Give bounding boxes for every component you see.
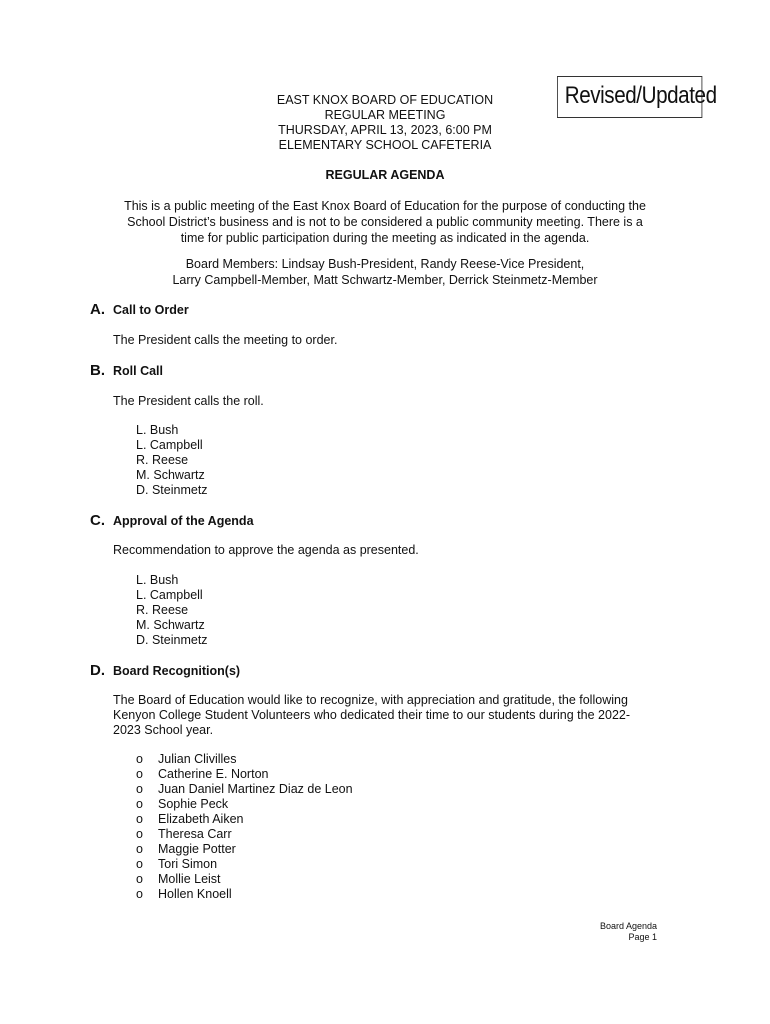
list-item: R. Reese	[136, 603, 189, 617]
section-c-heading	[90, 512, 254, 529]
section-title: Board Recognition(s)	[113, 664, 241, 678]
volunteer-name: Elizabeth Aiken	[158, 812, 244, 826]
bullet-icon: o	[136, 872, 143, 886]
bullet-icon: o	[136, 827, 143, 841]
list-item	[136, 782, 353, 797]
list-item	[136, 857, 353, 872]
header-date-time: THURSDAY, APRIL 13, 2023, 6:00 PM	[278, 123, 492, 137]
list-item: L. Bush	[136, 573, 179, 587]
section-b-heading	[90, 362, 163, 379]
board-members	[100, 256, 670, 288]
list-item	[136, 842, 353, 857]
list-item	[136, 887, 353, 902]
volunteer-name: Juan Daniel Martinez Diaz de Leon	[158, 782, 353, 796]
section-title: Roll Call	[113, 364, 164, 378]
volunteer-name: Hollen Knoell	[158, 887, 232, 901]
bullet-icon: o	[136, 752, 143, 766]
volunteer-list	[136, 752, 353, 902]
meeting-header	[200, 93, 570, 153]
section-letter: A.	[90, 301, 105, 318]
list-item: L. Bush	[136, 423, 179, 437]
bullet-icon: o	[136, 857, 143, 871]
header-board-name: EAST KNOX BOARD OF EDUCATION	[276, 93, 494, 107]
list-item	[136, 872, 353, 887]
roll-call-list	[136, 423, 208, 498]
section-letter: C.	[90, 512, 105, 529]
list-item: M. Schwartz	[136, 468, 205, 482]
board-members-line-1: Board Members: Lindsay Bush-President, Randy Reese-Vice President,	[185, 257, 585, 271]
volunteer-name: Theresa Carr	[158, 827, 232, 841]
list-item: L. Campbell	[136, 438, 203, 452]
list-item: R. Reese	[136, 453, 189, 467]
list-item	[136, 767, 353, 782]
header-meeting-type: REGULAR MEETING	[324, 108, 446, 122]
section-d-text: The Board of Education would like to recognize, with appreciation and gratitude, the following Kenyon College Student Volunteers who dedicated their time to our students during the 2022-2023 School year.	[113, 693, 631, 737]
section-d-heading	[90, 662, 240, 679]
header-location: ELEMENTARY SCHOOL CAFETERIA	[278, 138, 492, 152]
agenda-title: REGULAR AGENDA	[325, 168, 445, 182]
page-footer	[560, 921, 657, 943]
list-item	[136, 797, 353, 812]
volunteer-name: Maggie Potter	[158, 842, 236, 856]
list-item: D. Steinmetz	[136, 633, 208, 647]
volunteer-name: Tori Simon	[158, 857, 218, 871]
section-b-text: The President calls the roll.	[113, 394, 264, 408]
intro-paragraph: This is a public meeting of the East Knox Board of Education for the purpose of conducting the School District’s business and is not to be considered a public community meeting. There is a time for public participation during the meeting as indicated in the agenda.	[124, 199, 646, 245]
footer-doc-title: Board Agenda	[599, 921, 657, 931]
section-a-text: The President calls the meeting to order.	[113, 333, 338, 347]
section-letter: B.	[90, 362, 105, 379]
section-a-heading	[90, 301, 189, 318]
section-title: Call to Order	[113, 303, 189, 317]
bullet-icon: o	[136, 782, 143, 796]
board-members-line-2: Larry Campbell-Member, Matt Schwartz-Member, Derrick Steinmetz-Member	[172, 273, 598, 287]
revised-updated-stamp: Revised/Updated	[557, 76, 702, 118]
bullet-icon: o	[136, 812, 143, 826]
bullet-icon: o	[136, 887, 143, 901]
bullet-icon: o	[136, 767, 143, 781]
list-item: D. Steinmetz	[136, 483, 208, 497]
list-item	[136, 752, 353, 767]
volunteer-name: Mollie Leist	[158, 872, 221, 886]
list-item	[136, 812, 353, 827]
section-c-text: Recommendation to approve the agenda as presented.	[113, 543, 419, 557]
bullet-icon: o	[136, 797, 143, 811]
section-title: Approval of the Agenda	[113, 514, 254, 528]
list-item	[136, 827, 353, 842]
footer-page-number: Page 1	[628, 932, 657, 942]
volunteer-name: Julian Clivilles	[158, 752, 237, 766]
volunteer-name: Sophie Peck	[158, 797, 229, 811]
list-item: L. Campbell	[136, 588, 203, 602]
approval-vote-list	[136, 573, 208, 648]
volunteer-name: Catherine E. Norton	[158, 767, 269, 781]
section-letter: D.	[90, 662, 105, 679]
list-item: M. Schwartz	[136, 618, 205, 632]
bullet-icon: o	[136, 842, 143, 856]
